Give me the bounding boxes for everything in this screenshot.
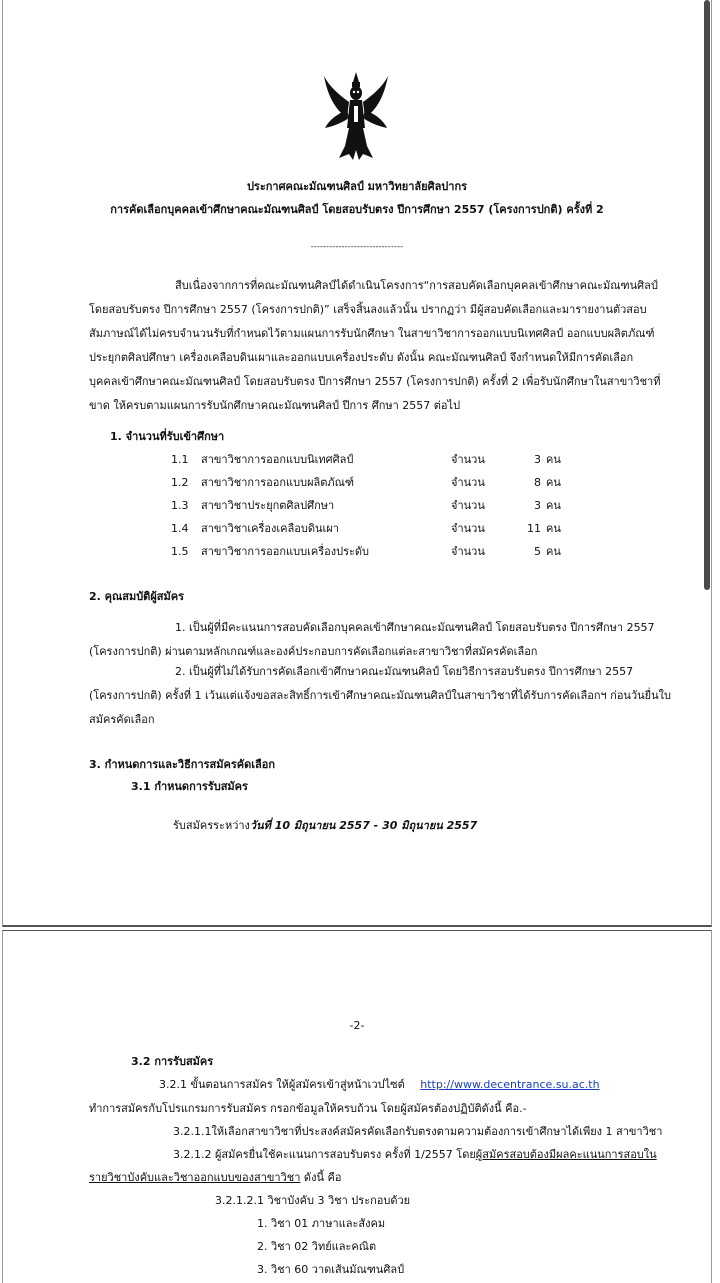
quota-number: 1.4 [171,522,189,535]
quota-major: สาขาวิชาการออกแบบผลิตภัณฑ์ [201,476,354,489]
quota-number: 1.2 [171,476,189,489]
intro-line-3: สัมภาษณ์ได้ไม่ครบจำนวนรับที่กำหนดไว้ตามแผนการรับนักศึกษา ในสาขาวิชาการออกแบบนิเทศศิลป์ ออกแบบผลิตภัณฑ์ [89,327,655,340]
quota-unit: คน [546,545,561,558]
step-3-2-1-text: 3.2.1 ขั้นตอนการสมัคร ให้ผู้สมัครเข้าสู่หน้าเวปไซต์ [159,1078,405,1091]
quota-label: จำนวน [451,545,485,558]
section-2-heading: 2. คุณสมบัติผู้สมัคร [89,590,184,603]
vertical-scrollbar[interactable] [704,0,710,590]
quota-unit: คน [546,499,561,512]
step-3-2-1-2-emphasis-cont: รายวิชาบังคับและวิชาออกแบบของสาขาวิชา [89,1171,301,1184]
section-3-2-heading: 3.2 การรับสมัคร [131,1055,214,1068]
quota-major: สาขาวิชาการออกแบบนิเทศศิลป์ [201,453,354,466]
quota-major: สาขาวิชาประยุกตศิลปศึกษา [201,499,335,512]
step-3-2-1-2-line-1 [173,1148,657,1162]
intro-line-1: สืบเนื่องจากการที่คณะมัณฑนศิลป์ได้ดำเนินโครงการ“การสอบคัดเลือกบุคคลเข้าศึกษาคณะมัณฑนศิลป์ [175,279,658,292]
subject-item: 2. วิชา 02 วิทย์และคณิต [257,1240,377,1253]
announcement-subtitle: การคัดเลือกบุคคลเข้าศึกษาคณะมัณฑนศิลป์ โดยสอบรับตรง ปีการศึกษา 2557 (โครงการปกติ) ครั้งที่ 2 [110,203,604,216]
section-3-1-heading: 3.1 กำหนดการรับสมัคร [131,780,248,793]
step-3-2-1-line-1 [159,1078,600,1092]
intro-line-6: ขาด ให้ครบตามแผนการรับนักศึกษาคณะมัณฑนศิลป์ ปีการ ศึกษา 2557 ต่อไป [89,399,461,412]
document-page-2 [2,930,712,1283]
document-page-1 [2,0,712,927]
quota-label: จำนวน [451,499,485,512]
intro-line-4: ประยุกตศิลปศึกษา เครื่องเคลือบดินเผาและออกแบบเครื่องประดับ ดังนั้น คณะมัณฑนศิลป์ จึงกำหนดให้มีการคัดเลือก [89,351,634,364]
qualification-1-line-2: (โครงการปกติ) ผ่านตามหลักเกณฑ์และองค์ประกอบการคัดเลือกแต่ละสาขาวิชาที่สมัครคัดเลือก [89,645,538,658]
subject-item: 3. วิชา 60 วาดเส้นมัณฑนศิลป์ [257,1263,405,1276]
step-3-2-1-2-emphasis: ผู้สมัครสอบต้องมีผลคะแนนการสอบใน [475,1148,657,1161]
quota-major: สาขาวิชาเครื่องเคลือบดินเผา [201,522,339,535]
announcement-title: ประกาศคณะมัณฑนศิลป์ มหาวิทยาลัยศิลปากร [246,180,468,193]
step-3-2-1-2-1: 3.2.1.2.1 วิชาบังคับ 3 วิชา ประกอบด้วย [215,1194,411,1207]
quota-count: 11 [527,522,541,535]
quota-major: สาขาวิชาการออกแบบเครื่องประดับ [201,545,370,558]
quota-label: จำนวน [451,453,485,466]
decentrance-link[interactable]: http://www.decentrance.su.ac.th [420,1078,600,1091]
intro-line-2: โดยสอบรับตรง ปีการศึกษา 2557 (โครงการปกติ)” เสร็จสิ้นลงแล้วนั้น ปรากฏว่า มีผู้สอบคัดเลือกและมารายงานตัวสอบ [89,303,647,316]
step-3-2-1-2-suffix: ดังนี้ คือ [300,1171,342,1184]
qualification-2-line-2: (โครงการปกติ) ครั้งที่ 1 เว้นแต่แจ้งขอสละสิทธิ์การเข้าศึกษาคณะมัณฑนศิลป์ในสาขาวิชาที่ได้รับการคัดเลือกฯ ก่อนวันยื่นใบ [89,689,671,702]
qualification-1-line-1: 1. เป็นผู้ที่มีคะแนนการสอบคัดเลือกบุคคลเข้าศึกษาคณะมัณฑนศิลป์ โดยสอบรับตรง ปีการศึกษา 2557 [175,621,655,634]
title-separator: ------------------------------ [310,242,404,251]
quota-number: 1.5 [171,545,189,558]
garuda-emblem-icon [323,70,389,162]
step-3-2-1-1: 3.2.1.1ให้เลือกสาขาวิชาที่ประสงค์สมัครคัดเลือกรับตรงตามความต้องการเข้าศึกษาได้เพียง 1 สาขาวิชา [173,1125,663,1138]
quota-count: 3 [534,453,541,466]
step-3-2-1-2-line-2 [89,1171,341,1185]
application-period [173,819,477,833]
quota-label: จำนวน [451,476,485,489]
quota-label: จำนวน [451,522,485,535]
quota-count: 5 [534,545,541,558]
intro-line-5: บุคคลเข้าศึกษาคณะมัณฑนศิลป์ โดยสอบรับตรง ปีการศึกษา 2557 (โครงการปกติ) ครั้งที่ 2 เพื่อรับนักศึกษาในสาขาวิชาที่ [89,375,661,388]
page-number: -2- [349,1019,365,1032]
quota-unit: คน [546,476,561,489]
quota-unit: คน [546,453,561,466]
qualification-2-line-1: 2. เป็นผู้ที่ไม่ได้รับการคัดเลือกเข้าศึกษาคณะมัณฑนศิลป์ โดยวิธีการสอบรับตรง ปีการศึกษา 2557 [175,665,634,678]
quota-number: 1.1 [171,453,189,466]
subject-item: 1. วิชา 01 ภาษาและสังคม [257,1217,386,1230]
quota-unit: คน [546,522,561,535]
step-3-2-1-line-2: ทำการสมัครกับโปรแกรมการรับสมัคร กรอกข้อมูลให้ครบถ้วน โดยผู้สมัครต้องปฏิบัติดังนี้ คือ.- [89,1102,527,1115]
section-3-heading: 3. กำหนดการและวิธีการสมัครคัดเลือก [89,758,276,771]
quota-count: 3 [534,499,541,512]
quota-count: 8 [534,476,541,489]
qualification-2-line-3: สมัครคัดเลือก [89,713,155,726]
step-3-2-1-2-text: 3.2.1.2 ผู้สมัครยื่นใช้คะแนนการสอบรับตรง ครั้งที่ 1/2557 โดย [173,1148,476,1161]
application-dates: วันที่ 10 มิถุนายน 2557 - 30 มิถุนายน 2557 [249,819,478,832]
section-1-heading: 1. จำนวนที่รับเข้าศึกษา [110,430,225,443]
quota-number: 1.3 [171,499,189,512]
application-period-prefix: รับสมัครระหว่าง [173,819,250,832]
